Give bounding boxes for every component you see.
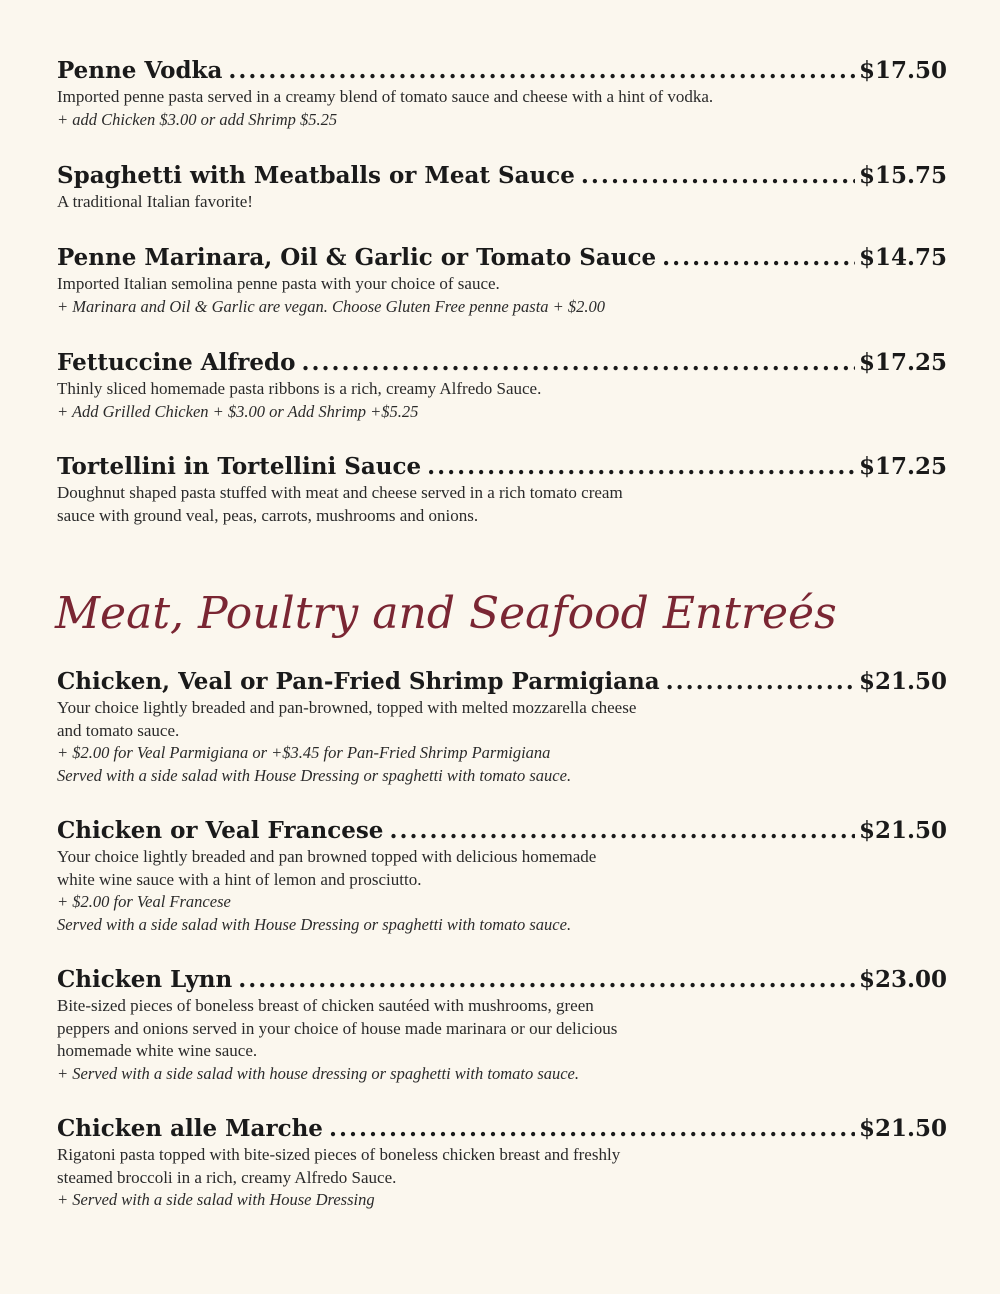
dot-leader: [228, 56, 855, 86]
item-header: [57, 1114, 947, 1144]
item-description: and tomato sauce.: [57, 720, 180, 740]
item-note: + $2.00 for Veal Parmigiana or +$3.45 for Pan-Fried Shrimp Parmigiana: [57, 743, 551, 762]
item-description: Bite-sized pieces of boneless breast of chicken sautéed with mushrooms, green: [57, 996, 594, 1015]
item-price: $21.50: [858, 1115, 947, 1142]
item-note: + Marinara and Oil & Garlic are vegan. Choose Gluten Free penne pasta + $2.00: [57, 296, 606, 316]
item-name: Chicken or Veal Francese: [57, 817, 384, 844]
menu-item-francese: [57, 816, 947, 936]
item-note: Served with a side salad with House Dressing or spaghetti with tomato sauce.: [57, 765, 572, 785]
item-price: $15.75: [858, 162, 947, 189]
item-price: $21.50: [858, 817, 947, 844]
item-description: peppers and onions served in your choice of house made marinara or our delicious: [57, 1018, 618, 1038]
item-header: [57, 965, 947, 995]
dot-leader: [666, 667, 855, 697]
item-description: Imported Italian semolina penne pasta with your choice of sauce.: [57, 274, 500, 293]
item-note: + Add Grilled Chicken + $3.00 or Add Shrimp +$5.25: [57, 401, 419, 421]
dot-leader: [427, 452, 855, 482]
item-price: $17.25: [858, 453, 947, 480]
item-name: Fettuccine Alfredo: [57, 349, 296, 376]
item-header: [57, 452, 947, 482]
menu-item-chicken-alle-marche: [57, 1114, 947, 1212]
item-name: Penne Marinara, Oil & Garlic or Tomato Sauce: [57, 244, 657, 271]
item-note: + $2.00 for Veal Francese: [57, 892, 231, 911]
dot-leader: [238, 965, 855, 995]
menu-item-tortellini: [57, 452, 947, 527]
item-description: homemade white wine sauce.: [57, 1041, 258, 1060]
item-price: $21.50: [858, 668, 947, 695]
item-price: $17.25: [858, 349, 947, 376]
menu-item-penne-vodka: [57, 56, 947, 131]
item-note: Served with a side salad with House Dressing or spaghetti with tomato sauce.: [57, 914, 572, 934]
dot-leader: [662, 243, 855, 273]
item-description: Doughnut shaped pasta stuffed with meat and cheese served in a rich tomato cream: [57, 483, 623, 502]
item-header: [57, 667, 947, 697]
item-description: A traditional Italian favorite!: [57, 192, 253, 211]
item-name: Tortellini in Tortellini Sauce: [57, 453, 422, 480]
item-description: steamed broccoli in a rich, creamy Alfredo Sauce.: [57, 1167, 397, 1187]
item-header: [57, 816, 947, 846]
item-description: Rigatoni pasta topped with bite-sized pieces of boneless chicken breast and freshly: [57, 1145, 621, 1164]
item-note: + Served with a side salad with House Dressing: [57, 1190, 375, 1209]
item-description: Your choice lightly breaded and pan browned topped with delicious homemade: [57, 847, 597, 866]
dot-leader: [301, 348, 855, 378]
item-note: + add Chicken $3.00 or add Shrimp $5.25: [57, 109, 338, 129]
dot-leader: [389, 816, 855, 846]
menu-item-parmigiana: [57, 667, 947, 787]
item-header: [57, 243, 947, 273]
item-description: Your choice lightly breaded and pan-browned, topped with melted mozzarella cheese: [57, 698, 637, 717]
dot-leader: [329, 1114, 855, 1144]
menu-item-penne-marinara: [57, 243, 947, 318]
menu-item-fettuccine-alfredo: [57, 348, 947, 423]
item-name: Chicken Lynn: [57, 966, 233, 993]
item-header: [57, 348, 947, 378]
item-header: [57, 161, 947, 191]
item-price: $14.75: [858, 244, 947, 271]
item-price: $23.00: [858, 966, 947, 993]
item-note: + Served with a side salad with house dressing or spaghetti with tomato sauce.: [57, 1063, 580, 1083]
item-name: Spaghetti with Meatballs or Meat Sauce: [57, 162, 575, 189]
menu-item-chicken-lynn: [57, 965, 947, 1085]
item-name: Penne Vodka: [57, 57, 223, 84]
item-header: [57, 56, 947, 86]
item-description: white wine sauce with a hint of lemon and prosciutto.: [57, 869, 422, 889]
section-title: Meat, Poultry and Seafood Entreés: [55, 588, 837, 639]
menu-item-spaghetti-meatballs: [57, 161, 947, 214]
item-name: Chicken alle Marche: [57, 1115, 323, 1142]
item-name: Chicken, Veal or Pan-Fried Shrimp Parmigiana: [57, 668, 660, 695]
item-description: sauce with ground veal, peas, carrots, mushrooms and onions.: [57, 505, 479, 525]
item-description: Imported penne pasta served in a creamy blend of tomato sauce and cheese with a hint of vodka.: [57, 87, 714, 106]
item-price: $17.50: [858, 57, 947, 84]
dot-leader: [581, 161, 855, 191]
item-description: Thinly sliced homemade pasta ribbons is a rich, creamy Alfredo Sauce.: [57, 379, 542, 398]
